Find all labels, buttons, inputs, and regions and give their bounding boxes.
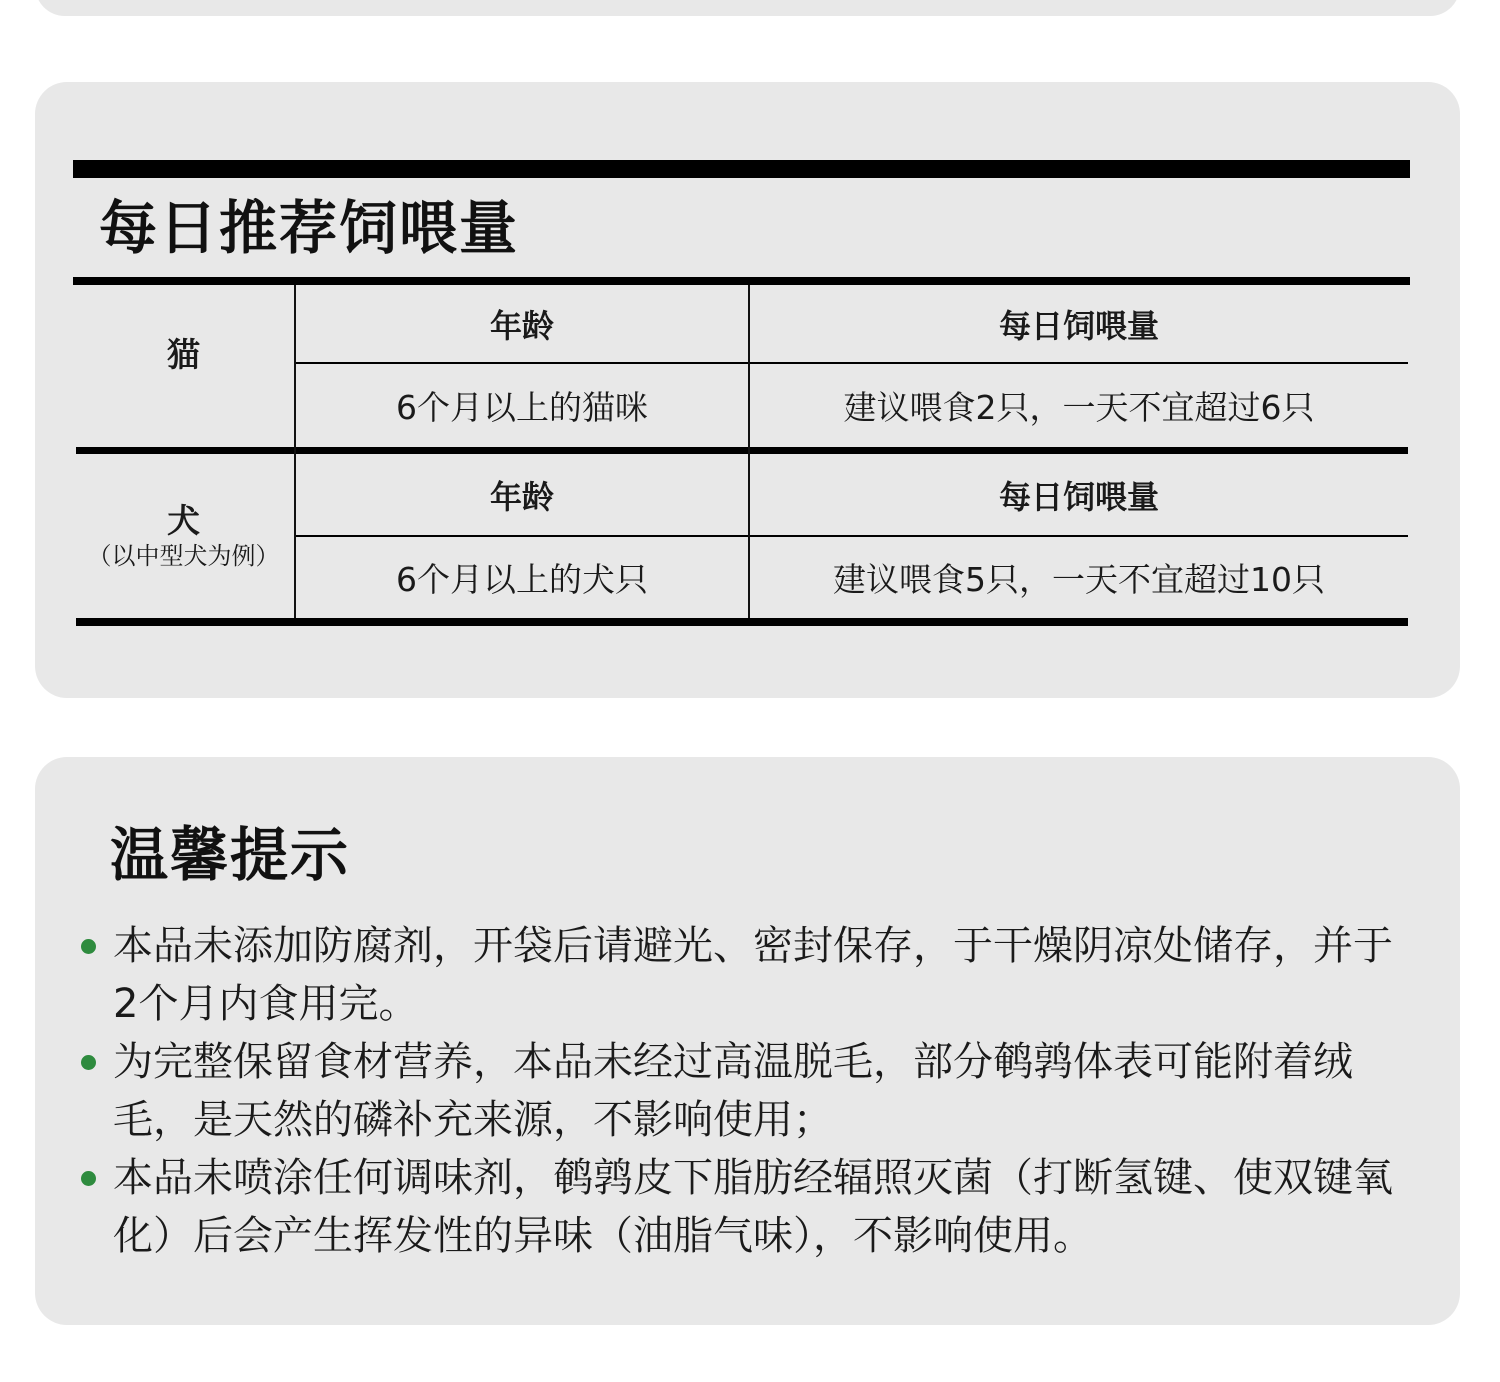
dog-label [73,454,294,618]
tips-list [75,917,1415,1265]
tips-title: 温馨提示 [110,821,351,889]
list-item [75,917,1415,1033]
previous-card-edge [35,0,1460,16]
cat-amount-header: 每日饲喂量 [998,306,1159,345]
feeding-table [73,277,1410,627]
dog-amount-header: 每日饲喂量 [998,477,1159,516]
tip-text: 本品未添加防腐剂，开袋后请避光、密封保存，于干燥阴凉处储存，并于2个月内食用完。 [113,923,1393,1027]
table-bottom-rule [76,618,1408,626]
bullet-dot-icon [81,1055,96,1070]
dog-age-header: 年龄 [489,477,554,516]
feeding-title: 每日推荐饲喂量 [99,194,520,262]
tip-text: 为完整保留食材营养，本品未经过高温脱毛，部分鹌鹑体表可能附着绒毛，是天然的磷补充来源，不影响使用； [113,1039,1353,1143]
list-item [75,1033,1415,1149]
dog-label-note: （以中型犬为例） [87,542,280,570]
cat-age-header: 年龄 [489,306,554,345]
tip-text: 本品未喷涂任何调味剂，鹌鹑皮下脂肪经辐照灭菌（打断氢键、使双键氧化）后会产生挥发性的异味（油脂气味），不影响使用。 [113,1155,1393,1259]
table-top-rule [73,277,1410,285]
bullet-dot-icon [81,1171,96,1186]
feeding-card [35,82,1460,698]
cat-label-text: 猫 [167,335,200,374]
cat-amount-value: 建议喂食2只，一天不宜超过6只 [843,388,1315,427]
list-item [75,1149,1415,1265]
cat-label [73,285,294,425]
title-top-rule [73,160,1410,178]
dog-amount-value: 建议喂食5只，一天不宜超过10只 [833,560,1325,599]
tips-card [35,757,1460,1325]
dog-label-text: 犬 [167,501,200,540]
bullet-dot-icon [81,939,96,954]
cat-age-value: 6个月以上的猫咪 [396,388,648,427]
dog-age-value: 6个月以上的犬只 [396,560,648,599]
section-divider [76,447,1408,454]
